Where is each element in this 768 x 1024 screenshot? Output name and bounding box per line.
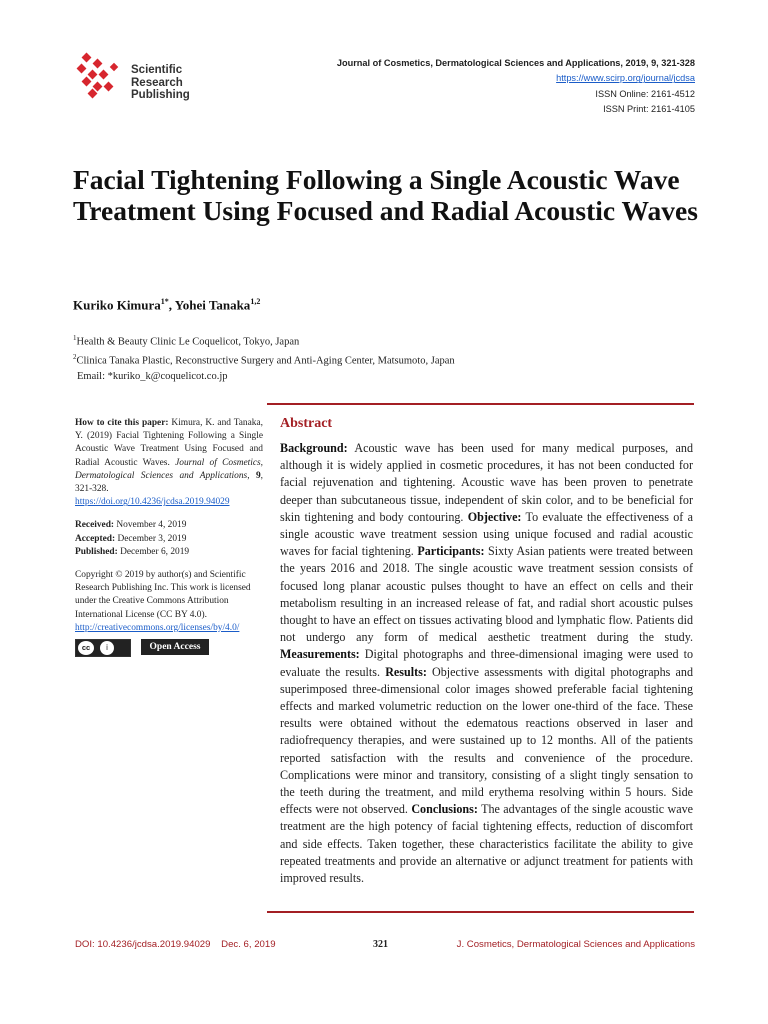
attribution-icon: i [100,641,114,655]
publisher-name-line1: Scientific [131,64,183,76]
background-label: Background: [280,441,348,455]
affil-number: 1 [73,334,77,342]
abstract-bottom-rule [267,911,694,913]
affil-number: 2 [73,353,77,361]
author-name: Kuriko Kimura [73,297,161,313]
journal-meta [337,56,695,118]
license-badges [75,639,263,657]
copyright-notice: Copyright © 2019 by author(s) and Scientific Research Publishing Inc. This work is licensed under the Creative Commons Attribution International License (CC BY 4.0). [75,570,251,620]
abstract-body: Background: Acoustic wave has been used for many medical purposes, and although it is widely applied in cosmetic procedures, it has not been conducted for facial rejuvenation and tightening. Acoustic wave has been proven to penetrate deeper than subcutaneous tissue, independent of skin color, and to be beneficial for skin tightening and body contouring. Objective: To evaluate the effectiveness of a single acoustic wave treatment session using unique focused and radial acoustic waves for facial tightening. Participants: Sixty Asian patients were treated between the years 2016 and 2018. The single acoustic wave treatment session consists of focused long planar acoustic pulses thought to have an effect on cells and their metabolism resulting in an increased release of fat, and radial short acoustic pulses thought to have an effect on tissues activating blood and lymphatic flow. Patients did not undergo any form of medical aesthetic treatment during the study. Measurements: Digital photographs and three-dimensional imaging were used to evaluate the results. Results: Objective assessments with digital photographs and superimposed three-dimensional color images showed preferable facial tightening effects and marked volumetric reduction on the lower one-third of the face. These results were obtained without the edematous reactions observed in laser and radiofrequency therapies, and were sustained up to 12 months. All of the patients reported satisfaction with the results and convenience of the procedure. Complications were minor and transitory, consisting of a slight tingly sensation to the teeth during the treatment, and mild erythema resolving within 5 hours. Side effects were not observed. Conclusions: The advantages of the single acoustic wave treatment are the high potency of facial tightening effects, reduction of discomfort and side effects. Taken together, these characteristics facilitate the ability to give repeated treatments and provide an alternative or adjunct treatment for patients with improved results. [280,441,693,886]
cc-icon: cc [78,641,94,655]
affiliation-1: $^1$Health & Beauty Clinic Le Coquelicot, Tokyo, Japan [73,334,300,348]
contact-email: Email: *kuriko_k@coquelicot.co.jp [77,371,228,382]
affiliations [73,331,455,385]
abstract-top-rule [267,403,694,405]
author-name: Yohei Tanaka [174,297,251,313]
footer-journal-name: J. Cosmetics, Dermatological Sciences and Applications [456,939,695,950]
author-affil-sup: 1* [160,297,169,306]
participants-label: Participants: [417,544,485,559]
publisher-name [131,64,190,102]
received-date: Received: November 4, 2019 [75,520,187,531]
article-title: Facial Tightening Following a Single Acoustic Wave Treatment Using Focused and Radial Acoustic Waves [73,164,698,226]
results-label: Results: [385,664,427,679]
author-separator: , [168,297,175,313]
affiliation-2: $^2$Clinica Tanaka Plastic, Reconstructive Surgery and Anti-Aging Center, Matsumoto, Japan [73,353,455,367]
measurements-label: Measurements: [280,647,360,662]
objective-label: Objective: [467,509,522,524]
author-list [73,297,260,313]
issn-print: ISSN Print: 2161-4105 [603,104,695,115]
abstract-heading: Abstract [280,416,333,431]
journal-url-link[interactable]: https://www.scirp.org/journal/jcdsa [556,73,695,84]
how-to-cite: How to cite this paper: Kimura, K. and Tanaka, Y. (2019) Facial Tightening Following a Single Acoustic Wave Treatment Using Focused and Radial Acoustic Waves. Journal of Cosmetics, Dermatological Sciences and Applications, 9, 321-328. https://doi.org/10.4236/jcdsa.2019.94029 [75,418,264,508]
license-link[interactable]: http://creativecommons.org/licenses/by/4.0/ [75,622,240,633]
published-date: Published: December 6, 2019 [75,546,190,557]
publisher-name-line2: Research [131,76,183,89]
publisher-name-line3: Publishing [131,89,190,101]
article-sidebar [75,417,263,657]
footer-doi-date: DOI: 10.4236/jcdsa.2019.94029 Dec. 6, 2019 [75,939,276,950]
cite-doi-link[interactable]: https://doi.org/10.4236/jcdsa.2019.94029 [75,497,230,508]
author-affil-sup: 1,2 [250,297,261,306]
cc-by-badge[interactable] [75,639,131,657]
open-access-badge: Open Access [141,639,209,655]
cite-label: How to cite this paper: [75,418,169,428]
accepted-date: Accepted: December 3, 2019 [75,533,187,544]
journal-citation: Journal of Cosmetics, Dermatological Sciences and Applications, 2019, 9, 321-328 [336,58,695,68]
cite-journal: Journal of Cosmetics, Dermatological Sciences and Applications [75,457,264,481]
page-number: 321 [373,939,388,950]
conclusions-label: Conclusions: [411,802,478,817]
cite-volume: 9 [255,470,261,481]
issn-online: ISSN Online: 2161-4512 [595,88,695,99]
